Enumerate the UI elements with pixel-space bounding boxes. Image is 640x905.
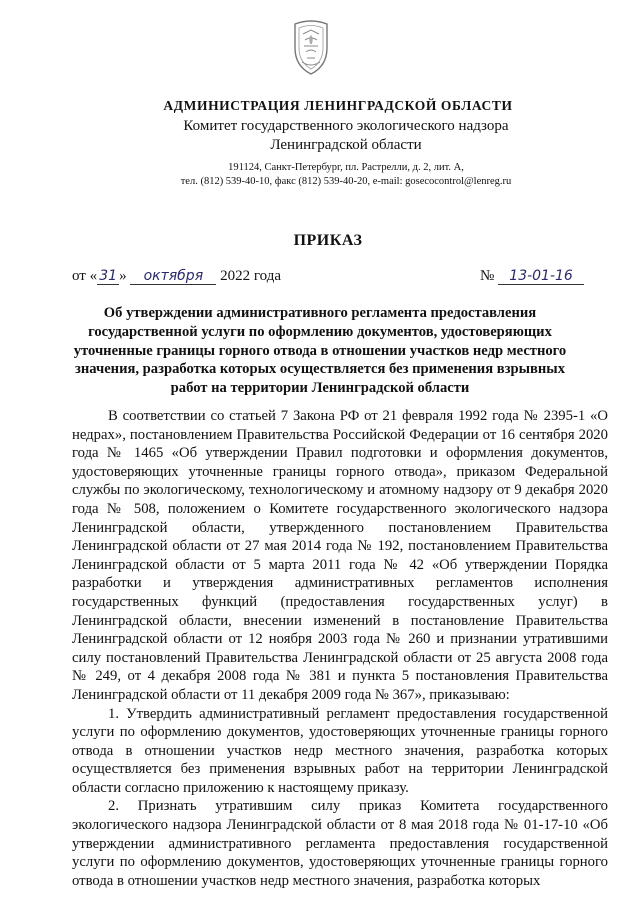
document-type-heading: ПРИКАЗ bbox=[293, 232, 363, 249]
number-handwritten: 13-01-16 bbox=[498, 268, 584, 285]
date-prefix: от « bbox=[72, 268, 98, 284]
date-year: 2022 года bbox=[220, 268, 281, 284]
committee-name-line1: Комитет государственного экологического надзора bbox=[183, 118, 509, 134]
number-sign: № bbox=[480, 268, 495, 284]
date-quote: » bbox=[119, 268, 127, 284]
address-line: 191124, Санкт-Петербург, пл. Растрелли, д. 2, лит. А, bbox=[228, 162, 464, 173]
order-body bbox=[72, 407, 608, 890]
coat-of-arms-emblem bbox=[291, 18, 331, 76]
order-date bbox=[72, 268, 281, 285]
order-number bbox=[480, 268, 584, 285]
order-title: Об утверждении административного регламента предоставления государственной услуги по оформлению документов, удостоверяющих уточненные границы горного отвода в отношении участков недр местного значения, разработка которых осуществляется без применения взрывных работ на территории Ленинградской области bbox=[73, 305, 567, 397]
body-paragraph-item-1: 1. Утвердить административный регламент предоставления государственной услуги по оформлению документов, удостоверяющих уточненные границы горного отвода в отношении участков недр местного значения, разработка которых осуществляется без применения взрывных работ на территории Ленинградской области согласно приложению к настоящему приказу. bbox=[72, 705, 608, 796]
contacts-line: тел. (812) 539-40-10, факс (812) 539-40-20, e-mail: gosecocontrol@lenreg.ru bbox=[180, 176, 512, 187]
organization-name: АДМИНИСТРАЦИЯ ЛЕНИНГРАДСКОЙ ОБЛАСТИ bbox=[163, 98, 513, 113]
body-paragraph-item-2: 2. Признать утратившим силу приказ Комитета государственного экологического надзора Ленинградской области от 8 мая 2018 года № 01-17-10 «Об утверждении административного регламента предоставления государственной услуги по оформлению документов, удостоверяющих уточненные границы горного отвода в отношении участков недр местного значения, разработка которых bbox=[72, 798, 608, 889]
date-month-handwritten: октября bbox=[130, 268, 216, 285]
committee-name-line2: Ленинградской области bbox=[270, 137, 422, 153]
body-paragraph-preamble: В соответствии со статьей 7 Закона РФ от 21 февраля 1992 года № 2395-1 «О недрах», постановлением Правительства Российской Федерации от 16 сентября 2020 года № 1465 «Об утверждении Правил подготовки и оформления документов, удостоверяющих уточненные границы горного отвода», приказом Федеральной службы по экологическому, технологическому и атомному надзору от 9 декабря 2020 года № 508, положением о Комитете государственного экологического надзора Ленинградской области, утвержденного постановлением Правительства Ленинградской области от 27 мая 2014 года № 192, постановлением Правительства Ленинградской области от 5 марта 2011 года № 42 «Об утверждении Порядка разработки и утверждения административных регламентов исполнения государственных функций (предоставления государственных услуг) в Ленинградской области, внесении изменений в постановление Правительства Ленинградской области от 12 ноября 2003 года № 260 и признании утратившими силу постановлений Правительства Ленинградской области от 25 августа 2008 года № 249, от 4 декабря 2008 года № 381 и пункта 5 постановления Правительства Ленинградской области от 11 декабря 2009 года № 367», приказываю: bbox=[72, 408, 608, 703]
date-day-handwritten: 31 bbox=[97, 268, 119, 285]
